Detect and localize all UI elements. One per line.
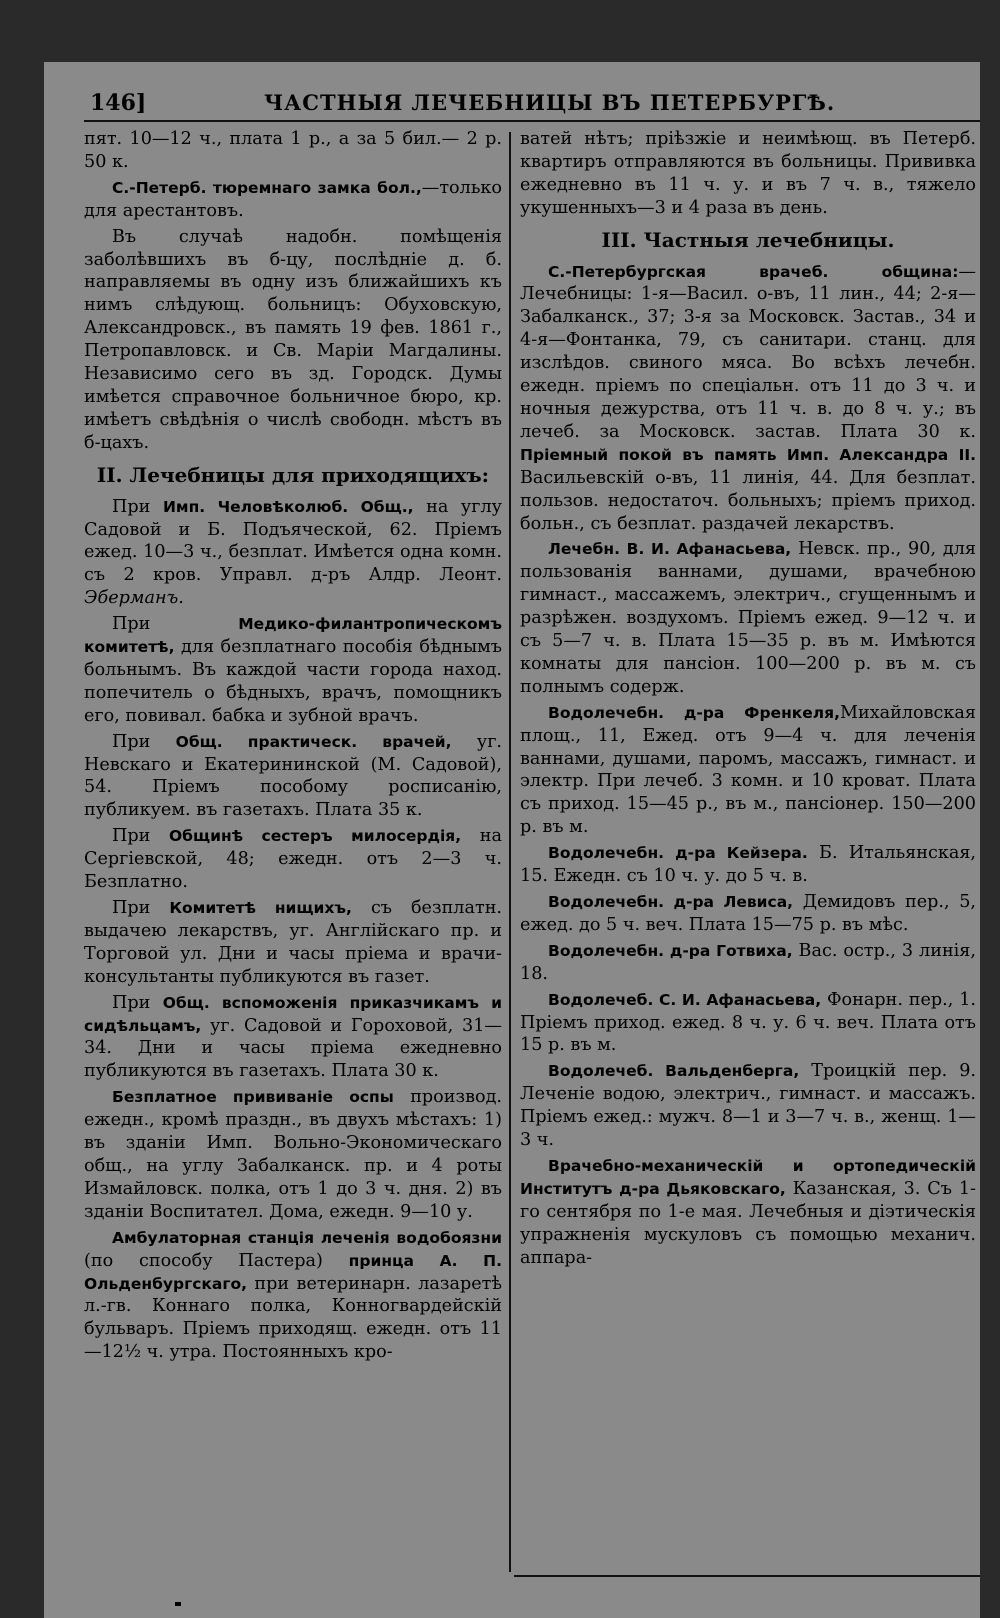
paragraph xyxy=(520,702,976,839)
entry-text: съ безплатн. выдачею лекарствъ, уг. Англійскаго пр. и Торговой ул. Дни и часы пріема и врачи-консультанты публикуются въ газет. xyxy=(84,898,503,987)
paragraph xyxy=(520,538,976,698)
entry-text: Б. Итальянская, 15. Ежедн. съ 10 ч. у. до 5 ч. в. xyxy=(520,843,977,887)
paragraph: ватей нѣтъ; пріѣзжіе и неимѣющ. въ Петерб. квартиръ отправляются въ больницы. Прививка ежедневно въ 11 ч. у. и въ 7 ч. в., тяжело укушенныхъ—3 и 4 раза въ день. xyxy=(520,129,976,218)
entry-name: Водолечебн. д-ра Френкеля, xyxy=(548,703,840,722)
paragraph xyxy=(84,825,502,894)
entry-text: Фонарн. пер., 1. Пріемъ приход. ежед. 8 ч. у. 6 ч. веч. Плата отъ 15 р. въ м. xyxy=(520,989,976,1056)
entry-text: производ. ежедн., кромѣ праздн., въ двухъ мѣстахъ: 1) въ зданіи Имп. Вольно-Экономическаго общ., на углу Забалканск. пр. и 4 роты Измайловск. полка, отъ 1 до 3 ч. дня. 2) въ зданіи Воспитател. Дома, ежедн. 9—10 у. xyxy=(84,1087,503,1222)
header-rule xyxy=(84,120,980,122)
section-heading: III. Частныя лечебницы. xyxy=(601,227,895,252)
paragraph xyxy=(84,731,502,823)
entry-name: принца А. П. Ольденбургскаго, xyxy=(84,1251,502,1293)
page-number: 146] xyxy=(90,90,147,116)
paragraph: Въ случаѣ надобн. помѣщенія заболѣвшихъ въ б-цу, послѣдніе д. б. направляемы въ одну изъ ближайшихъ къ нимъ слѣдующ. больницъ: Обуховскую, Александровск., въ память 19 фев. 1861 г., Петропавловск. и Св. Маріи Магдалины. Независимо сего въ зд. Городск. Думы имѣется справочное больничное бюро, кр. имѣетъ свѣдѣнія о числѣ свободн. мѣстъ въ б-цахъ. xyxy=(84,226,502,453)
entry-text: при ветеринарн. лазаретѣ л.-гв. Коннаго полка, Конногвардейскій бульваръ. Пріемъ приходящ. ежедн. отъ 11—12½ ч. утра. Постоянныхъ кро- xyxy=(84,1273,502,1363)
column-divider xyxy=(509,132,511,1572)
left-column xyxy=(84,128,502,1367)
entry-text: (по способу Пастера) xyxy=(84,1250,323,1271)
entry-text: уг. Невскаго и Екатерининской (М. Садовой), 54. Пріемъ пособому росписанію, публикуем. въ газетахъ. Плата 35 к. xyxy=(84,731,503,821)
paragraph xyxy=(520,842,976,888)
footer-rule xyxy=(514,1575,980,1577)
entry-name: Безплатное прививаніе оспы xyxy=(112,1088,394,1107)
ink-speck xyxy=(175,1602,181,1606)
paragraph xyxy=(84,897,502,989)
entry-text: Демидовъ пер., 5, ежед. до 5 ч. веч. Плата 15—75 р. въ мѣс. xyxy=(520,892,976,935)
paragraph xyxy=(520,940,976,986)
paragraph xyxy=(520,989,976,1058)
entry-name: Имп. Человѣколюб. Общ., xyxy=(162,497,414,516)
paragraph xyxy=(84,613,502,728)
paragraph xyxy=(84,1227,502,1364)
entry-name: Амбулаторная станція леченія водобоязни xyxy=(112,1228,502,1247)
entry-text: Васильевскій о-въ, 11 линія, 44. Для безплат. пользов. недостаточ. больныхъ; пріемъ приход. больн., съ безплат. раздачей лекарствъ. xyxy=(520,467,976,534)
entry-name: Водолечебн. д-ра Готвиха, xyxy=(548,941,793,960)
entry-name: С.-Петерб. тюремнаго замка бол., xyxy=(112,178,422,197)
paragraph xyxy=(520,891,976,937)
entry-name: С.-Петербургская врачеб. община: xyxy=(548,262,959,281)
entry-name: Лечебн. В. И. Афанасьева, xyxy=(548,540,792,559)
paragraph xyxy=(520,1155,976,1270)
paragraph xyxy=(84,496,502,611)
entry-text: Вас. остр., 3 линія, 18. xyxy=(520,940,977,984)
entry-text: —только для арестантовъ. xyxy=(84,177,502,221)
paragraph: пят. 10—12 ч., плата 1 р., а за 5 бил.— 2 р. 50 к. xyxy=(84,129,502,172)
entry-name: Водолечеб. С. И. Афанасьева, xyxy=(548,990,822,1009)
entry-text: на Сергіевской, 48; ежедн. отъ 2—3 ч. Безплатно. xyxy=(84,826,503,893)
entry-prefix: При xyxy=(112,614,151,635)
entry-text: —Лечебницы: 1-я—Васил. о-въ, 11 лин., 44; 2-я—Забалканск., 37; 3-я за Московск. Застав., 34 и 4-я—Фонтанка, 79, съ санитари. станц. для изслѣдов. свиного мяса. Во всѣхъ лечебн. ежедн. пріемъ по спеціальн. отъ 11 до 3 ч. и ночныя дежурства, отъ 11 ч. в. до 8 ч. у.; въ лечеб. за Московск. застав. Плата 30 к. xyxy=(520,261,976,442)
entry-name: Врачебно-механическій и ортопедическій Институтъ д-ра Дьяковскаго, xyxy=(520,1156,976,1198)
running-title: ЧАСТНЫЯ ЛЕЧЕБНИЦЫ ВЪ ПЕТЕРБУРГѢ. xyxy=(264,90,836,115)
entry-name: Общинѣ сестеръ милосердія, xyxy=(169,827,462,846)
entry-prefix: При xyxy=(112,496,151,517)
book-page xyxy=(44,62,980,1618)
doctor-name: Эберманъ. xyxy=(84,588,184,609)
entry-name: Комитетѣ нищихъ, xyxy=(169,899,352,917)
right-column xyxy=(520,128,976,1273)
entry-prefix: При xyxy=(112,992,151,1013)
entry-name: Водолечебн. д-ра Кейзера. xyxy=(548,844,808,863)
entry-name: Водолечебн. д-ра Левиса, xyxy=(548,893,794,911)
entry-prefix: При xyxy=(112,731,151,752)
page-header xyxy=(44,62,980,122)
entry-name: Водолечеб. Вальденберга, xyxy=(548,1062,800,1081)
section-heading: II. Лечебницы для приходящихъ: xyxy=(96,462,490,487)
paragraph xyxy=(84,1086,502,1223)
entry-text: для безплатнаго пособія бѣднымъ больнымъ. Въ каждой части города наход. попечитель о бѣдныхъ, врачъ, помощникъ его, повивал. бабка и зубной врачъ. xyxy=(84,637,502,726)
entry-prefix: При xyxy=(112,898,151,918)
paragraph xyxy=(520,261,976,536)
paragraph xyxy=(84,992,502,1084)
entry-text: Троицкій пер. 9. Леченіе водою, электрич., гимнаст. и массажъ. Пріемъ ежед.: мужч. 8—1 и 3—7 ч. в., женщ. 1—3 ч. xyxy=(520,1061,976,1151)
entry-text: Михайловская площ., 11, Ежед. отъ 9—4 ч. для леченія ваннами, душами, паромъ, массажъ, гимнаст. и электр. При лечеб. 3 комн. и 10 кроват. Плата съ приход. 15—45 р., въ м., пансіонер. 150—200 р. въ м. xyxy=(520,702,976,838)
paragraph xyxy=(84,177,502,223)
paragraph xyxy=(520,1060,976,1152)
entry-text: Казанская, 3. Съ 1-го сентября по 1-е мая. Лечебныя и діэтическія упражненія мускуловъ съ помощью механич. аппара- xyxy=(520,1178,977,1268)
entry-name: Общ. вспоможенія приказчикамъ и сидѣльцамъ, xyxy=(84,993,503,1035)
entry-name: Пріемный покой въ память Имп. Александра II. xyxy=(520,445,976,464)
entry-name: Общ. практическ. врачей, xyxy=(175,732,452,751)
entry-prefix: При xyxy=(112,826,151,847)
entry-text: уг. Садовой и Гороховой, 31—34. Дни и часы пріема ежедневно публикуются въ газетахъ. Плата 30 к. xyxy=(84,1015,502,1082)
entry-text: Невск. пр., 90, для пользованія ваннами, душами, врачебною гимнаст., массажемъ, электрич., сгущеннымъ и разрѣжен. воздухомъ. Пріемъ ежед. 9—12 ч. и съ 5—7 ч. в. Плата 15—35 р. въ м. Имѣются комнаты для пансіон. 100—200 р. въ м. съ полнымъ содерж. xyxy=(520,539,977,697)
entry-text: на углу Садовой и Б. Подъяческой, 62. Пріемъ ежед. 10—3 ч., безплат. Имѣется одна комн. съ 2 кров. Управл. д-ръ Алдр. Леонт. xyxy=(84,496,503,586)
entry-name: Медико-филантропическомъ комитетѣ, xyxy=(84,615,502,657)
